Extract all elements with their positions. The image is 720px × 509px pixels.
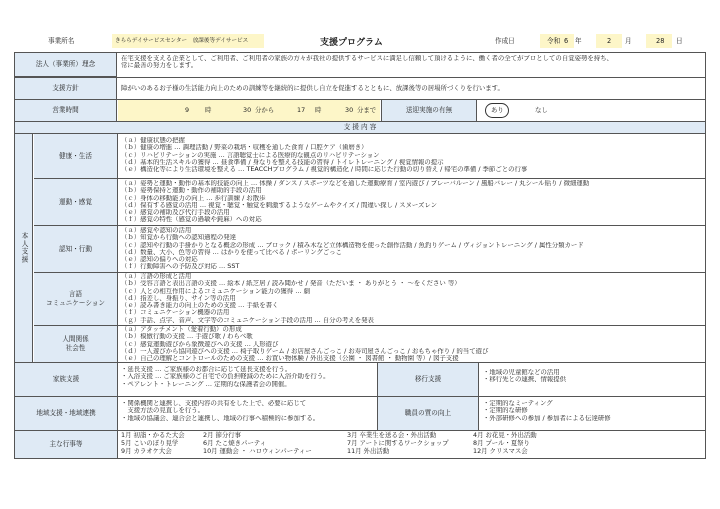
- start-hour: 9: [185, 106, 190, 114]
- year: 6: [564, 37, 569, 45]
- list-item: （ｅ）自己の理解とコントロールのための支援 … お買い物体験 / 外出支援（公園 ・ 図書館 ・ 動物園 等）/ 図子支援: [121, 355, 459, 363]
- domain-cognition-items: [121, 227, 703, 271]
- created-label: 作成日: [495, 37, 515, 45]
- list-item: （ｆ）行動障害への予防及び対応 … SST: [121, 263, 240, 271]
- event-item: 4月 お花見・外出活動: [473, 431, 537, 439]
- hour-unit: 時: [315, 106, 322, 114]
- list-item: （ｄ）一人遊びから協同遊びへの支援 … 椅子取りゲーム / お店屋さんごっこ / お寿司屋さんごっこ / おもちゃ作り / 的当て遊び: [121, 347, 489, 355]
- domain-language-items: [121, 273, 703, 324]
- divider: [15, 362, 705, 363]
- divider: [34, 178, 705, 179]
- end-minute: 30: [345, 106, 354, 114]
- era: 令和: [547, 37, 561, 45]
- philosophy-line: 在宅支援を支える企業として、ご利用者、ご利用者の家族の方々が我社の提供するサービスに満足し信頼して頂けるように、働く者の全てがプロとしての自覚姿勢を持ち、: [121, 55, 613, 62]
- event-item: 10月 運動会 ・ ハロウィンパーティー: [203, 447, 312, 455]
- family-items: [121, 366, 371, 388]
- day: 28: [656, 37, 665, 45]
- event-item: 8月 プール・夏祭り: [473, 439, 530, 447]
- list-item: （ｃ）感覚運動遊びから象徴遊びへの支援 … 人形遊び: [121, 340, 279, 348]
- events-grid: [121, 432, 703, 456]
- event-item: 2月 節分行事: [203, 431, 242, 439]
- list-item: ・外部研修への参加 / 参加者による伝達研修: [483, 414, 611, 422]
- domain-motor-items: [121, 180, 703, 224]
- domain-health-label: 健康・生活: [34, 134, 118, 178]
- event-item: 11月 外出活動: [347, 447, 390, 455]
- hour-unit: 時: [205, 106, 212, 114]
- event-item: 7月 アートに関するワークショップ: [347, 439, 449, 447]
- domain-cognition-label: 認知・行動: [34, 226, 118, 272]
- list-item: （ｇ）手話、点字、音声、文字等のコミュニケーション手段の活用 … 自分の考えを発表: [121, 316, 374, 324]
- list-item: （ａ）言語の形成と活用: [121, 273, 192, 280]
- month-unit: 月: [625, 37, 632, 45]
- list-item: （ｄ）基本的生活スキルの獲得 … 昼食準備 / 身なりを整える技能の習得 / トイレトレーニング / 視覚情報の提示: [121, 158, 444, 166]
- support-content-label: 支 援 内 容: [15, 122, 705, 133]
- list-item: ・定期的なミーティング: [483, 400, 553, 407]
- list-item: ・入浴支援 … ご家族様のご自宅での負担軽減のために入浴介助を行う。: [121, 373, 330, 381]
- list-item: （ｆ）感覚の特性（感覚の過敏や鈍麻）への対応: [121, 216, 262, 224]
- list-item: （ｅ）認知の偏りへの対応: [121, 256, 198, 264]
- list-item: （ｂ）知覚から行動への認知過程の発達: [121, 234, 237, 242]
- community-items: [121, 400, 371, 422]
- event-item: 9月 カラオケ大会: [121, 447, 172, 455]
- person-support-label: 本人支援: [15, 134, 33, 362]
- philosophy-line: 常に最善の努力をします。: [121, 62, 198, 70]
- divider: [15, 133, 705, 134]
- year-unit: 年: [575, 37, 582, 45]
- policy-text: 障がいのあるお子様の生活能力向上のための訓練等を継続的に提供し自立を促進するとともに、放課後等の居場所づくりを行います。: [121, 84, 504, 92]
- transition-label: 移行支援: [377, 363, 479, 396]
- list-item: （ｂ）姿勢保持と運動・動作の補助的手段の活用: [121, 187, 262, 195]
- list-item: ・定期的な研修: [483, 407, 528, 415]
- domain-social-items: [121, 326, 703, 362]
- transport-label: 送迎実施の有無: [381, 100, 477, 121]
- list-item: （ｃ）身体の移動能力の向上 … 歩行訓練 / お散歩: [121, 194, 266, 202]
- hours-label: 営業時間: [15, 100, 117, 121]
- family-label: 家族支援: [15, 363, 118, 396]
- transport-no[interactable]: なし: [535, 106, 548, 114]
- list-item: ・関係機関と連携し、支援内容の共有をした上で、必要に応じて: [121, 400, 307, 407]
- list-item: （ｂ）受容言語と表出言語の支援 … 絵本 / 紙芝居 / 読み聞かせ / 発音（ただいま ・ ありがとう ・ ～をください 等）: [121, 280, 461, 288]
- list-item: （ｃ）人との相互作用によるコミュニケーション能力の獲得 … 劇: [121, 287, 311, 295]
- policy-label: 支援方針: [15, 78, 117, 99]
- divider: [15, 77, 705, 78]
- list-item: （ｂ）健康の増進 … 調理活動 / 野菜の栽培・収穫を通した食育 / 口腔ケア（歯磨き）: [121, 144, 368, 152]
- events-label: 主な行事等: [15, 431, 118, 458]
- list-item: （ａ）感覚や認知の活用: [121, 227, 192, 234]
- philosophy-text: [121, 55, 703, 70]
- divider: [15, 396, 705, 397]
- page-title: 支援プログラム: [320, 38, 383, 48]
- event-item: 12月 クリスマス会: [473, 447, 528, 455]
- list-item: （ｅ）構造化等により生活環境を整える … TEACCHプログラム / 視覚的構造化 / 時間に応じた行動の切り替え / 帰宅の準備 / 季節ごとの行事: [121, 166, 528, 174]
- list-item: （ｅ）感覚の補助及び代行手段の活用: [121, 209, 230, 217]
- start-minute: 30: [243, 106, 252, 114]
- list-item: ・地域の協議会、連合会と連携し、地域の行事へ積極的に参加する。: [121, 414, 320, 422]
- domain-language-label: 言語 コミュニケーション: [34, 273, 118, 325]
- end-hour: 17: [297, 106, 306, 114]
- list-item: ・延長支援 … ご家族様のお都合に応じて延長支援を行う。: [121, 366, 292, 373]
- event-item: 6月 たこ焼きパーティ: [203, 439, 267, 447]
- list-item: （ａ）健康状態の把握: [121, 137, 185, 144]
- from-label: 分から: [255, 106, 275, 114]
- month: 2: [607, 37, 612, 45]
- domain-motor-label: 運動・感覚: [34, 179, 118, 225]
- program-table: [14, 52, 706, 459]
- day-unit: 日: [676, 37, 683, 45]
- office-name: きららデイサービスセンター 放課後等デイサービス: [112, 34, 264, 48]
- list-item: ・ペアレント・トレーニング … 定期的な保護者会の開催。: [121, 380, 291, 388]
- domain-health-items: [121, 137, 703, 173]
- list-item: （ｅ）読み書き能力の向上のための支援 … 手紙を書く: [121, 302, 279, 310]
- event-item: 3月 卒業生を送る会・外出活動: [347, 431, 437, 439]
- list-item: （ｃ）リハビリテーションの実施 … 言語聴覚士による医療的な観点のリハビリテーション: [121, 151, 380, 159]
- list-item: （ｆ）コミュニケーション機器の活用: [121, 309, 230, 317]
- domain-social-label: 人間関係 社会性: [34, 326, 118, 362]
- list-item: （ｂ）模倣行動の支援 … 手遊び歌 / わらべ歌: [121, 333, 253, 341]
- event-item: 1月 初詣・かるた大会: [121, 431, 185, 439]
- list-item: （ａ）アタッチメント（愛着行動）の形成: [121, 326, 242, 333]
- staff-label: 職員の質の向上: [377, 397, 479, 430]
- list-item: 支援方法の見直しを行う。: [121, 407, 205, 415]
- list-item: （ｄ）指差し、身振り、サイン等の活用: [121, 294, 236, 302]
- event-item: 5月 こいのぼり見学: [121, 439, 179, 447]
- transport-yes[interactable]: あり: [491, 106, 504, 114]
- list-item: （ｄ）保有する感覚の活用 … 視覚・聴覚・触覚を刺激するようなゲームやクイズ / 間違い探し / スヌーズレン: [121, 201, 437, 209]
- divider: [34, 225, 705, 226]
- list-item: ・移行先との連携、情報提供: [483, 376, 567, 384]
- office-label: 事業所名: [48, 37, 75, 45]
- list-item: （ｃ）認知や行動の手掛かりとなる概念の形成 … ブロック / 積み木など立体構造物を使った創作活動 / 魚釣りゲーム / ヴィジョントレーニング / 属性分類カード: [121, 241, 584, 249]
- list-item: （ａ）姿勢と運動・動作の基本的技能の向上 … 体操 / ダンス / スポーツなどを通した運動療育 / 室内遊び / プレーバルーン / 風船バレー / 丸シール貼り / 微細運動: [121, 180, 590, 187]
- until-label: 分まで: [357, 106, 377, 114]
- community-label: 地域支援・地域連携: [15, 397, 118, 430]
- philosophy-label: 法人（事業所）理念: [15, 53, 117, 77]
- list-item: ・地域の児童館などの活用: [483, 369, 560, 376]
- staff-items: [483, 400, 703, 422]
- list-item: （ｄ）数量、大小、色等の習得 … はかりを使って比べる / ボーリングごっこ: [121, 248, 342, 256]
- events-row: [121, 448, 703, 456]
- transition-items: [483, 369, 703, 384]
